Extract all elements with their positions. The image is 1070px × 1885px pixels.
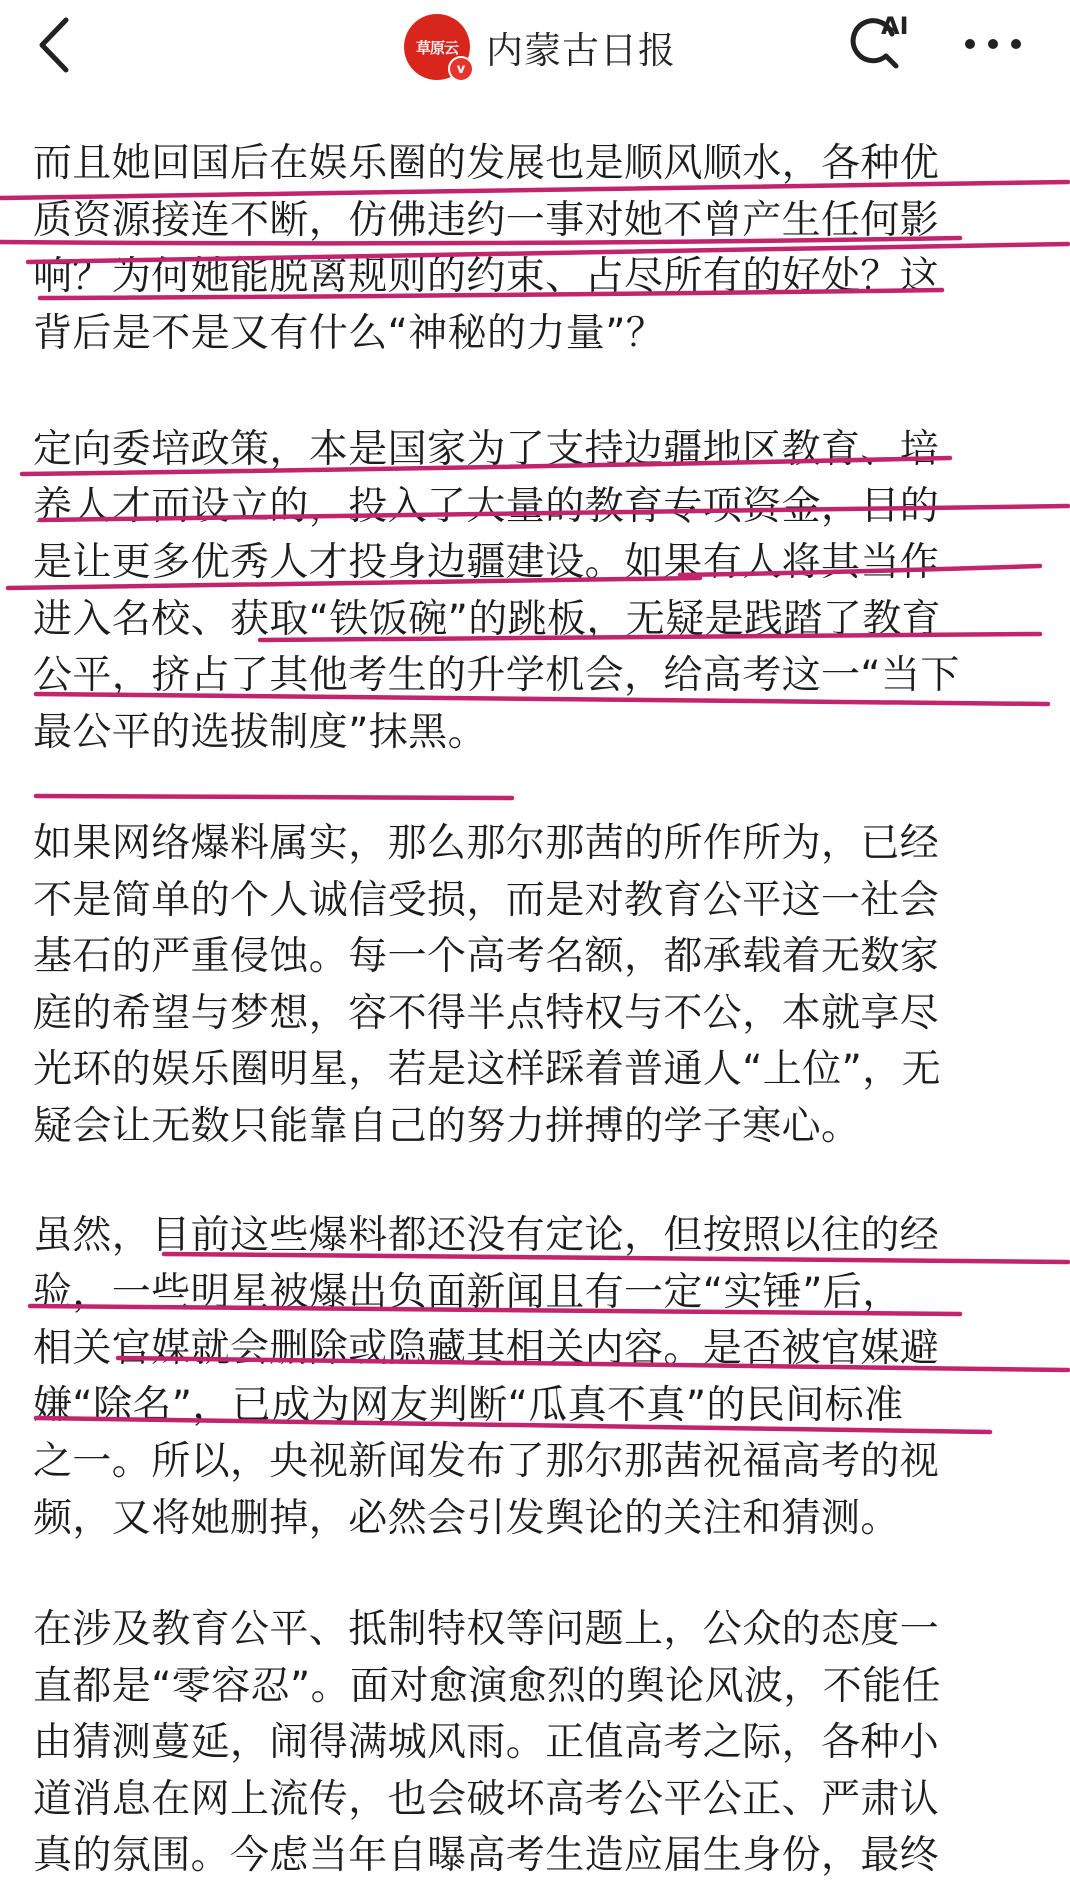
more-dots-icon [960,24,1026,64]
verified-badge: v [448,56,474,82]
ai-label: AI [881,12,909,40]
avatar-logo-text: 草原云 [415,38,458,57]
ai-search-button[interactable] [846,6,918,76]
article-paragraph-2: 定向委培政策，本是国家为了支持边疆地区教育、培 养人才而设立的，投入了大量的教育专项资金，目的 是让更多优秀人才投身边疆建设。如果有人将其当作 进入名校、获取“铁饭碗”的跳板，无疑是践踏了教育 公平，挤占了其他考生的升学机会，给高考这一“当下 最公平的选拔制度”抹黑。 [33,427,960,755]
chevron-left-icon [34,14,80,76]
account-name[interactable]: 内蒙古日报 [486,29,676,72]
account-header[interactable] [404,12,676,82]
back-button[interactable] [34,14,80,76]
more-options-button[interactable] [960,24,1026,64]
article-paragraph-3: 如果网络爆料属实，那么那尔那茜的所作所为，已经 不是简单的个人诚信受损，而是对教育公平这一社会 基石的严重侵蚀。每一个高考名额，都承载着无数家 庭的希望与梦想，容不得半点特权与不公，本就享尽 光环的娱乐圈明星，若是这样踩着普通人“上位”，无 疑会让无数只能靠自己的努力拼搏的学子寒心。 [33,821,942,1149]
search-icon [846,6,918,76]
underline-stroke [36,796,512,798]
top-navigation-bar [0,0,1070,96]
article-paragraph-4: 虽然，目前这些爆料都还没有定论，但按照以往的经 验，一些明星被爆出负面新闻且有一定“实锤”后， 相关官媒就会删除或隐藏其相关内容。是否被官媒避 嫌“除名”，已成为网友判断“瓜真不真”的民间标准 之一。所以，央视新闻发布了那尔那茜祝福高考的视 频，又将她删掉，必然会引发舆论的关注和猜测。 [33,1213,940,1541]
account-avatar[interactable] [404,14,470,80]
article-paragraph-5: 在涉及教育公平、抵制特权等问题上，公众的态度一 直都是“零容忍”。面对愈演愈烈的舆论风波，不能任 由猜测蔓延，闹得满城风雨。正值高考之际，各种小 道消息在网上流传，也会破坏高考公平公正、严肃认 真的氛围。今虑当年自曝高考生造应届生身份，最终 [33,1607,942,1878]
article-paragraph-1: 而且她回国后在娱乐圈的发展也是顺风顺水，各种优 质资源接连不断，仿佛违约一事对她不曾产生任何影 响？为何她能脱离规则的约束、占尽所有的好处？这 背后是不是又有什么“神秘的力量”？ [33,141,940,356]
